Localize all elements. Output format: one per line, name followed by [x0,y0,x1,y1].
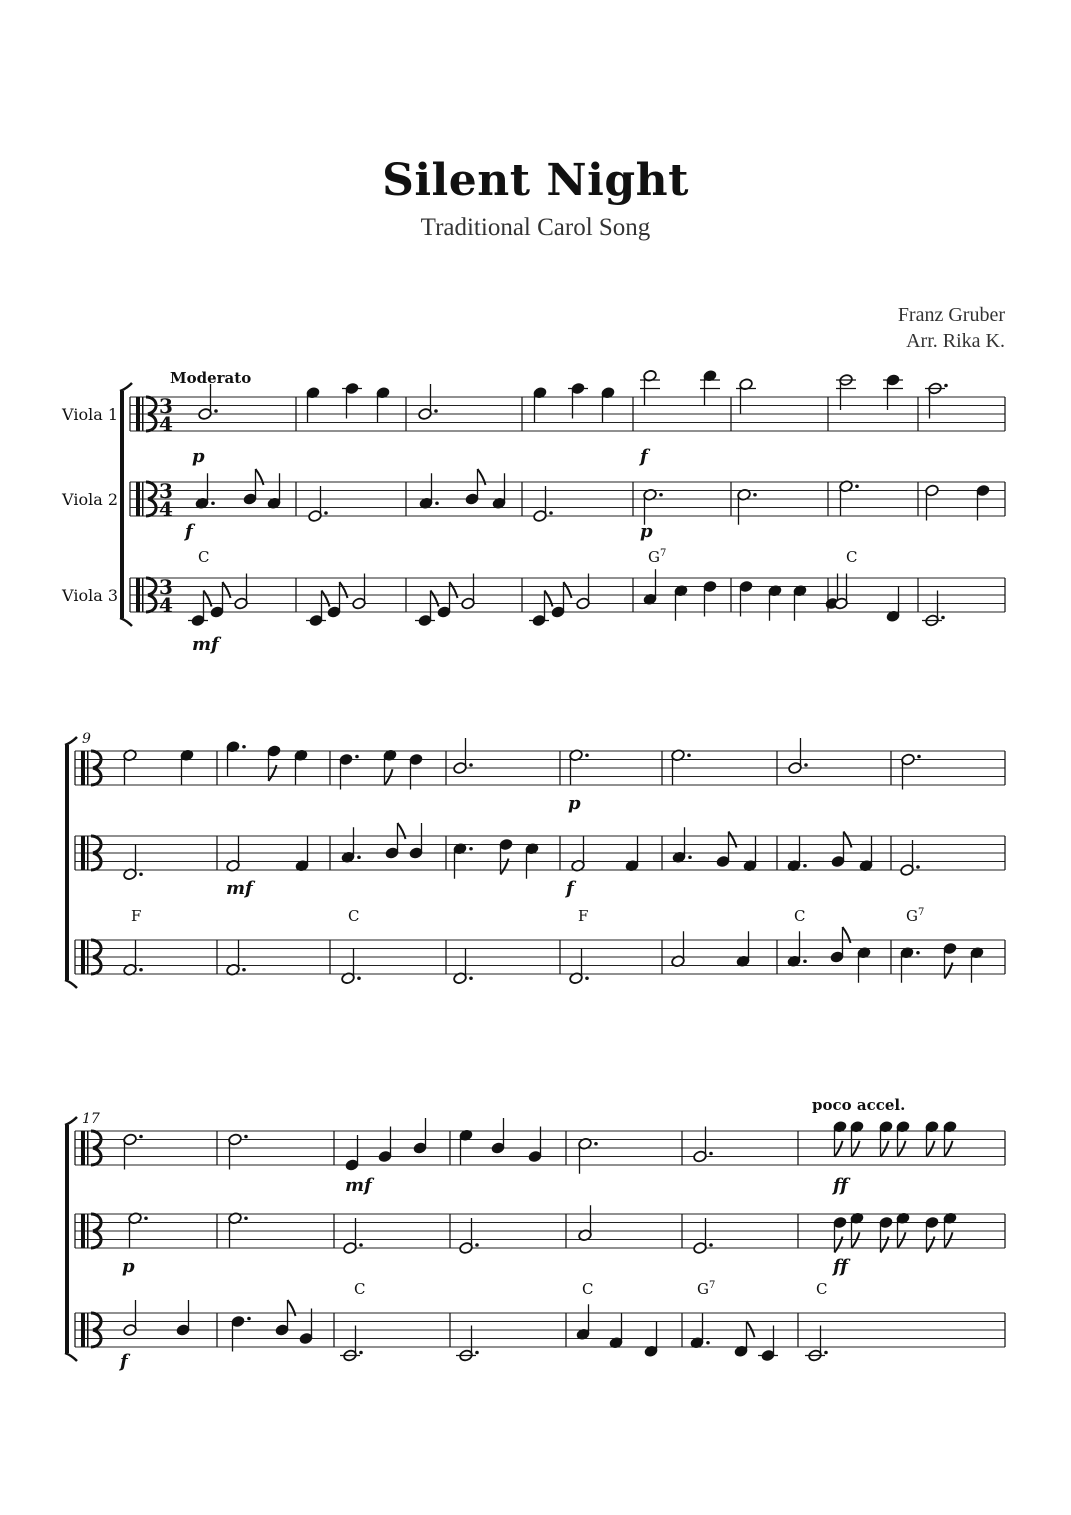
note-dot [824,1351,828,1355]
note-dot [803,959,807,963]
note-flag [844,832,852,848]
note-flag [881,1141,889,1157]
instrument-label: Viola 2 [62,490,118,509]
dynamic-marking: mf [192,634,219,655]
note-dot [139,1135,143,1139]
note-flag [322,591,330,607]
alto-clef-icon [81,1313,85,1347]
time-signature-top: 3 [159,394,173,418]
score-title: Silent Night [382,155,689,206]
note-flag [288,1300,296,1316]
note-dot [324,511,328,515]
system-bracket [65,1117,77,1125]
system-bracket [65,1125,69,1353]
note-dot [688,855,692,859]
note-dot [585,753,589,757]
note-flag [450,582,458,598]
note-dot [211,501,215,505]
measure-number: 9 [82,731,91,747]
note-flag [843,927,851,943]
note-dot [916,865,920,869]
note-flag [204,591,212,607]
dynamic-marking: f [640,446,648,467]
instrument-label: Viola 1 [62,405,118,424]
note-dot [469,976,473,980]
note-flag [564,582,572,598]
system-bracket [65,1353,77,1361]
note-flag [852,1232,860,1248]
note-flag [501,859,509,875]
note-flag [945,1141,953,1157]
chord-symbol: F [578,907,589,925]
note-flag [835,1237,843,1253]
alto-clef-icon [136,578,140,612]
alto-clef-icon [81,1131,85,1165]
arranger-name: Arr. Rika K. [906,330,1005,352]
note-flag [927,1141,935,1157]
score-subtitle: Traditional Carol Song [420,214,651,241]
chord-symbol: C [816,1280,828,1298]
note-dot [359,1243,363,1247]
alto-clef-icon [136,397,140,431]
note-flag [545,591,553,607]
note-dot [357,855,361,859]
system-bracket [65,745,69,980]
note-dot [247,1317,251,1321]
note-dot [244,1216,248,1220]
note-dot [917,755,921,759]
note-flag [431,591,439,607]
time-signature-top: 3 [159,479,173,503]
note-dot [753,493,757,497]
alto-clef-icon [142,482,144,516]
note-flag [256,469,264,485]
note-dot [475,1351,479,1355]
note-flag [835,1141,843,1157]
note-dot [355,755,359,759]
measure-number: 17 [82,1111,100,1127]
note-dot [359,1351,363,1355]
chord-symbol: C [846,548,858,566]
alto-clef-icon [87,1313,89,1347]
alto-clef-icon [87,836,89,870]
note-flag [881,1237,889,1253]
dynamic-marking: mf [345,1175,372,1196]
alto-clef-icon [136,482,140,516]
alto-clef-icon [87,1214,89,1248]
dynamic-marking: ff [833,1175,848,1196]
dynamic-marking: p [192,446,205,467]
system-bracket [65,737,77,745]
alto-clef-icon [142,578,144,612]
chord-symbol: $G^7$ [906,907,925,925]
note-flag [945,1232,953,1248]
note-dot [469,847,473,851]
chord-symbol: C [198,548,210,566]
note-flag [223,582,231,598]
dynamic-marking: mf [226,878,253,899]
note-dot [585,976,589,980]
note-flag [852,1141,860,1157]
instrument-label: Viola 3 [62,586,118,605]
chord-symbol: C [354,1280,366,1298]
system-bracket [65,980,77,988]
time-signature-bottom: 4 [159,593,173,617]
chord-symbol: C [794,907,806,925]
dynamic-marking: p [568,793,581,814]
note-flag [269,765,277,781]
note-flag [747,1321,755,1337]
note-dot [357,976,361,980]
dynamic-marking: p [122,1256,135,1277]
note-dot [941,616,945,620]
note-flag [898,1232,906,1248]
chord-symbol: $G^7$ [648,548,667,566]
chord-symbol: $G^7$ [697,1280,716,1298]
time-signature-bottom: 4 [159,497,173,521]
note-dot [469,763,473,767]
alto-clef-icon [87,1131,89,1165]
note-dot [435,501,439,505]
note-dot [139,968,143,972]
note-dot [434,409,438,413]
note-dot [244,1135,248,1139]
note-flag [385,769,393,785]
note-dot [242,968,246,972]
chord-symbol: F [131,907,142,925]
note-dot [687,753,691,757]
dynamic-marking: p [640,521,653,542]
note-flag [927,1237,935,1253]
note-dot [549,511,553,515]
note-dot [594,1142,598,1146]
alto-clef-icon [87,751,89,785]
time-signature-bottom: 4 [159,412,173,436]
note-dot [709,1152,713,1156]
composer-name: Franz Gruber [897,304,1005,326]
time-signature-top: 3 [159,575,173,599]
dynamic-marking: ff [833,1256,848,1277]
tempo-marking: Moderato [170,369,252,387]
note-dot [659,493,663,497]
chord-symbol: C [582,1280,594,1298]
note-dot [214,409,218,413]
alto-clef-icon [142,397,144,431]
note-dot [144,1216,148,1220]
note-dot [944,384,948,388]
note-dot [139,872,143,876]
note-dot [709,1243,713,1247]
note-flag [478,469,486,485]
alto-clef-icon [87,940,89,974]
note-dot [803,864,807,868]
dynamic-marking: f [120,1351,128,1372]
note-dot [242,745,246,749]
alto-clef-icon [81,940,85,974]
note-dot [475,1243,479,1247]
system-bracket [120,383,132,391]
note-flag [729,832,737,848]
tempo-marking: poco accel. [812,1096,906,1114]
alto-clef-icon [81,1214,85,1248]
note-dot [804,763,808,767]
dynamic-marking: f [566,878,574,899]
dynamic-marking: f [185,521,193,542]
note-dot [916,951,920,955]
note-flag [340,582,348,598]
note-dot [706,1341,710,1345]
alto-clef-icon [81,836,85,870]
note-dot [855,484,859,488]
note-flag [898,1141,906,1157]
chord-symbol: C [348,907,360,925]
note-flag [398,823,406,839]
alto-clef-icon [81,751,85,785]
note-flag [945,963,953,979]
system-bracket [120,618,132,626]
system-bracket [120,391,124,618]
